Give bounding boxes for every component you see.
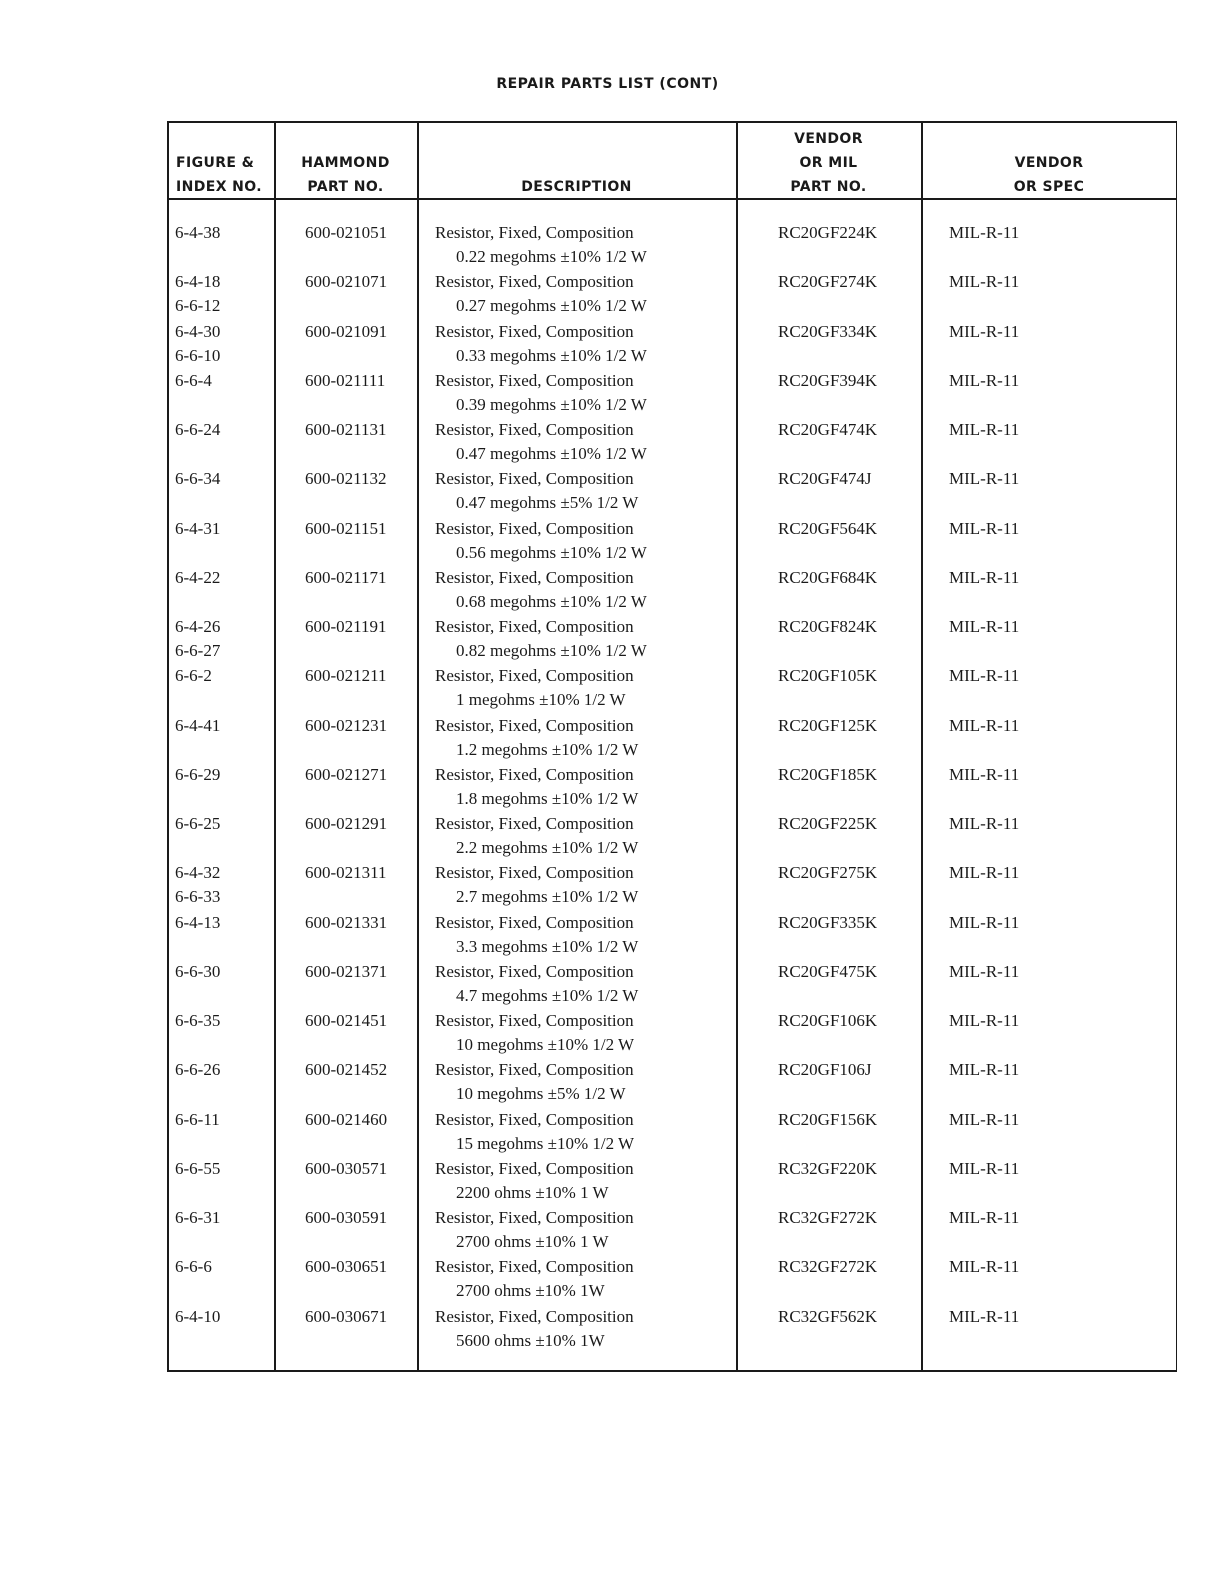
figure-index-value: 6-6-27: [175, 641, 221, 660]
vendor-spec-cell: MIL-R-11: [949, 223, 1020, 242]
vendor-mil-part-cell: RC20GF275K: [778, 863, 878, 882]
hammond-part-cell: 600-021151: [305, 519, 387, 538]
description-line: Resistor, Fixed, Composition: [435, 1159, 634, 1178]
header-vendor-mil-line: VENDOR: [794, 131, 863, 147]
description-line: Resistor, Fixed, Composition: [435, 814, 634, 833]
vendor-spec-cell: MIL-R-11: [949, 617, 1020, 636]
vendor-mil-part-cell: RC20GF274K: [778, 272, 878, 291]
hammond-part-cell: 600-021451: [305, 1011, 388, 1030]
vendor-mil-part-cell: RC20GF106K: [778, 1011, 878, 1030]
figure-index-value: 6-6-4: [175, 371, 212, 390]
vendor-spec-cell: MIL-R-11: [949, 962, 1020, 981]
description-cell: [435, 320, 647, 368]
figure-index-cell: [175, 1108, 220, 1132]
description-value-line: 5600 ohms ±10% 1W: [456, 1331, 605, 1350]
hammond-part-cell: 600-021191: [305, 617, 387, 636]
hammond-part-cell: 600-021211: [305, 666, 387, 685]
hammond-part-cell: 600-021452: [305, 1060, 388, 1079]
vendor-mil-part-cell: RC20GF474J: [778, 469, 872, 488]
figure-index-cell: [175, 467, 220, 491]
figure-index-cell: [175, 320, 220, 368]
description-line: Resistor, Fixed, Composition: [435, 617, 634, 636]
figure-index-cell: [175, 1206, 220, 1230]
vendor-spec-cell: MIL-R-11: [949, 1011, 1020, 1030]
description-value-line: 2.2 megohms ±10% 1/2 W: [456, 838, 639, 857]
table-row: [169, 960, 1177, 1008]
hammond-part-cell: 600-021132: [305, 469, 387, 488]
hammond-part-cell: 600-021371: [305, 962, 388, 981]
hammond-part-cell: 600-021051: [305, 223, 388, 242]
description-line: Resistor, Fixed, Composition: [435, 666, 634, 685]
figure-index-cell: [175, 615, 220, 663]
vendor-spec-cell: MIL-R-11: [949, 568, 1020, 587]
table-row: [169, 566, 1177, 614]
vendor-spec-cell: MIL-R-11: [949, 1060, 1020, 1079]
description-value-line: 0.47 megohms ±5% 1/2 W: [456, 493, 639, 512]
header-vendor-spec-line: VENDOR: [1014, 155, 1084, 171]
hammond-part-cell: 600-021271: [305, 765, 388, 784]
header-figure-index: [176, 151, 262, 199]
table-row: [169, 763, 1177, 811]
figure-index-value: 6-4-41: [175, 716, 221, 735]
description-cell: [435, 1157, 634, 1205]
description-line: Resistor, Fixed, Composition: [435, 371, 634, 390]
vendor-mil-part-cell: RC20GF564K: [778, 519, 878, 538]
figure-index-value: 6-6-33: [175, 887, 221, 906]
description-line: Resistor, Fixed, Composition: [435, 322, 634, 341]
figure-index-cell: [175, 960, 220, 984]
table-row: [169, 1305, 1177, 1353]
figure-index-value: 6-6-26: [175, 1060, 221, 1079]
table-row: [169, 1108, 1177, 1156]
table-row: [169, 714, 1177, 762]
description-value-line: 0.56 megohms ±10% 1/2 W: [456, 543, 647, 562]
description-line: Resistor, Fixed, Composition: [435, 716, 634, 735]
hammond-part-cell: 600-030651: [305, 1257, 388, 1276]
figure-index-value: 6-6-11: [175, 1110, 220, 1129]
vendor-mil-part-cell: RC20GF334K: [778, 322, 878, 341]
description-line: Resistor, Fixed, Composition: [435, 1011, 634, 1030]
description-value-line: 1.2 megohms ±10% 1/2 W: [456, 740, 639, 759]
page-title: REPAIR PARTS LIST (CONT): [496, 76, 719, 92]
hammond-part-cell: 600-021071: [305, 272, 388, 291]
vendor-mil-part-cell: RC20GF125K: [778, 716, 878, 735]
figure-index-value: 6-4-38: [175, 223, 221, 242]
vendor-spec-cell: MIL-R-11: [949, 913, 1020, 932]
table-row: [169, 270, 1177, 318]
vendor-mil-part-cell: RC20GF394K: [778, 371, 878, 390]
table-row: [169, 320, 1177, 368]
figure-index-cell: [175, 1157, 220, 1181]
table-row: [169, 221, 1177, 269]
figure-index-value: 6-4-13: [175, 913, 221, 932]
vendor-spec-cell: MIL-R-11: [949, 420, 1020, 439]
hammond-part-cell: 600-021291: [305, 814, 388, 833]
table-row: [169, 517, 1177, 565]
vendor-spec-cell: MIL-R-11: [949, 1307, 1020, 1326]
figure-index-cell: [175, 1009, 220, 1033]
description-value-line: 2200 ohms ±10% 1 W: [456, 1183, 609, 1202]
header-vendor-mil-part: [736, 127, 921, 199]
description-cell: [435, 418, 647, 466]
figure-index-value: 6-6-29: [175, 765, 221, 784]
description-value-line: 0.47 megohms ±10% 1/2 W: [456, 444, 647, 463]
figure-index-value: 6-6-55: [175, 1159, 221, 1178]
description-line: Resistor, Fixed, Composition: [435, 420, 634, 439]
header-description: DESCRIPTION: [521, 179, 632, 195]
description-cell: [435, 467, 638, 515]
vendor-mil-part-cell: RC20GF105K: [778, 666, 878, 685]
figure-index-cell: [175, 664, 212, 688]
description-value-line: 0.68 megohms ±10% 1/2 W: [456, 592, 647, 611]
description-line: Resistor, Fixed, Composition: [435, 1307, 634, 1326]
table-row: [169, 1058, 1177, 1106]
description-cell: [435, 566, 647, 614]
description-value-line: 0.39 megohms ±10% 1/2 W: [456, 395, 647, 414]
hammond-part-cell: 600-021111: [305, 371, 386, 390]
description-line: Resistor, Fixed, Composition: [435, 1110, 634, 1129]
hammond-part-cell: 600-021131: [305, 420, 387, 439]
parts-table: [167, 121, 1177, 1372]
header-vendor-mil-line: OR MIL: [799, 155, 858, 171]
hammond-part-cell: 600-021460: [305, 1110, 388, 1129]
figure-index-value: 6-6-24: [175, 420, 221, 439]
description-cell: [435, 911, 638, 959]
figure-index-value: 6-6-35: [175, 1011, 221, 1030]
table-row: [169, 1009, 1177, 1057]
header-figure-line: INDEX NO.: [176, 179, 263, 195]
figure-index-cell: [175, 566, 220, 590]
figure-index-cell: [175, 763, 220, 787]
vendor-mil-part-cell: RC20GF335K: [778, 913, 878, 932]
table-row: [169, 812, 1177, 860]
description-value-line: 10 megohms ±10% 1/2 W: [456, 1035, 635, 1054]
table-row: [169, 1157, 1177, 1205]
description-value-line: 0.22 megohms ±10% 1/2 W: [456, 247, 647, 266]
description-value-line: 2.7 megohms ±10% 1/2 W: [456, 887, 639, 906]
vendor-mil-part-cell: RC32GF562K: [778, 1307, 878, 1326]
vendor-mil-part-cell: RC20GF684K: [778, 568, 878, 587]
figure-index-cell: [175, 911, 220, 935]
figure-index-value: 6-6-10: [175, 346, 221, 365]
figure-index-cell: [175, 1255, 212, 1279]
table-row: [169, 467, 1177, 515]
hammond-part-cell: 600-030671: [305, 1307, 388, 1326]
header-vendor-spec-line: OR SPEC: [1013, 179, 1085, 195]
figure-index-value: 6-4-22: [175, 568, 221, 587]
description-line: Resistor, Fixed, Composition: [435, 913, 634, 932]
vendor-mil-part-cell: RC32GF272K: [778, 1257, 878, 1276]
table-row: [169, 1255, 1177, 1303]
description-value-line: 1 megohms ±10% 1/2 W: [456, 690, 626, 709]
hammond-part-cell: 600-021311: [305, 863, 387, 882]
vendor-mil-part-cell: RC20GF156K: [778, 1110, 878, 1129]
vendor-spec-cell: MIL-R-11: [949, 814, 1020, 833]
figure-index-value: 6-4-10: [175, 1307, 221, 1326]
table-row: [169, 1206, 1177, 1254]
figure-index-value: 6-6-31: [175, 1208, 221, 1227]
figure-index-cell: [175, 1058, 220, 1082]
description-cell: [435, 714, 638, 762]
description-line: Resistor, Fixed, Composition: [435, 765, 634, 784]
description-value-line: 4.7 megohms ±10% 1/2 W: [456, 986, 639, 1005]
description-value-line: 1.8 megohms ±10% 1/2 W: [456, 789, 639, 808]
description-line: Resistor, Fixed, Composition: [435, 272, 634, 291]
header-hammond-line: PART NO.: [307, 179, 384, 195]
hammond-part-cell: 600-030571: [305, 1159, 388, 1178]
figure-index-cell: [175, 270, 220, 318]
figure-index-value: 6-4-18: [175, 272, 221, 291]
figure-index-value: 6-4-30: [175, 322, 221, 341]
table-row: [169, 861, 1177, 909]
hammond-part-cell: 600-030591: [305, 1208, 388, 1227]
figure-index-cell: [175, 418, 220, 442]
description-line: Resistor, Fixed, Composition: [435, 1257, 634, 1276]
description-cell: [435, 517, 647, 565]
vendor-spec-cell: MIL-R-11: [949, 863, 1020, 882]
description-value-line: 10 megohms ±5% 1/2 W: [456, 1084, 626, 1103]
vendor-spec-cell: MIL-R-11: [949, 1208, 1020, 1227]
vendor-spec-cell: MIL-R-11: [949, 469, 1020, 488]
figure-index-cell: [175, 714, 220, 738]
description-cell: [435, 960, 638, 1008]
description-cell: [435, 369, 647, 417]
figure-index-cell: [175, 861, 220, 909]
table-row: [169, 911, 1177, 959]
description-line: Resistor, Fixed, Composition: [435, 519, 634, 538]
figure-index-cell: [175, 517, 220, 541]
figure-index-value: 6-6-2: [175, 666, 212, 685]
header-hammond-line: HAMMOND: [301, 155, 390, 171]
description-line: Resistor, Fixed, Composition: [435, 568, 634, 587]
vendor-spec-cell: MIL-R-11: [949, 716, 1020, 735]
description-value-line: 15 megohms ±10% 1/2 W: [456, 1134, 635, 1153]
figure-index-cell: [175, 1305, 220, 1329]
figure-index-cell: [175, 221, 220, 245]
vendor-spec-cell: MIL-R-11: [949, 765, 1020, 784]
vendor-mil-part-cell: RC20GF224K: [778, 223, 878, 242]
hammond-part-cell: 600-021091: [305, 322, 388, 341]
description-cell: [435, 615, 647, 663]
vendor-mil-part-cell: RC32GF220K: [778, 1159, 878, 1178]
description-cell: [435, 763, 638, 811]
vendor-mil-part-cell: RC20GF106J: [778, 1060, 872, 1079]
description-cell: [435, 1058, 634, 1106]
vendor-mil-part-cell: RC20GF824K: [778, 617, 878, 636]
description-line: Resistor, Fixed, Composition: [435, 223, 634, 242]
figure-index-value: 6-4-31: [175, 519, 221, 538]
table-row: [169, 418, 1177, 466]
vendor-mil-part-cell: RC20GF185K: [778, 765, 878, 784]
description-cell: [435, 1206, 634, 1254]
description-value-line: 0.82 megohms ±10% 1/2 W: [456, 641, 647, 660]
header-hammond-part: [274, 151, 417, 199]
figure-index-cell: [175, 812, 220, 836]
description-cell: [435, 861, 638, 909]
hammond-part-cell: 600-021171: [305, 568, 387, 587]
description-value-line: 0.33 megohms ±10% 1/2 W: [456, 346, 647, 365]
table-row: [169, 369, 1177, 417]
description-cell: [435, 1108, 634, 1156]
vendor-spec-cell: MIL-R-11: [949, 519, 1020, 538]
header-vendor-spec: [921, 151, 1177, 199]
description-line: Resistor, Fixed, Composition: [435, 1060, 634, 1079]
description-line: Resistor, Fixed, Composition: [435, 1208, 634, 1227]
description-cell: [435, 1009, 634, 1057]
figure-index-value: 6-6-25: [175, 814, 221, 833]
description-cell: [435, 270, 647, 318]
vendor-spec-cell: MIL-R-11: [949, 371, 1020, 390]
description-value-line: 2700 ohms ±10% 1W: [456, 1281, 605, 1300]
figure-index-value: 6-6-6: [175, 1257, 212, 1276]
vendor-mil-part-cell: RC20GF225K: [778, 814, 878, 833]
header-figure-line: FIGURE &: [176, 155, 255, 171]
figure-index-value: 6-4-32: [175, 863, 221, 882]
vendor-spec-cell: MIL-R-11: [949, 322, 1020, 341]
hammond-part-cell: 600-021331: [305, 913, 388, 932]
description-line: Resistor, Fixed, Composition: [435, 962, 634, 981]
figure-index-value: 6-4-26: [175, 617, 221, 636]
figure-index-value: 6-6-34: [175, 469, 221, 488]
header-vendor-mil-line: PART NO.: [790, 179, 867, 195]
table-row: [169, 664, 1177, 712]
hammond-part-cell: 600-021231: [305, 716, 388, 735]
vendor-spec-cell: MIL-R-11: [949, 272, 1020, 291]
vendor-mil-part-cell: RC20GF474K: [778, 420, 878, 439]
description-line: Resistor, Fixed, Composition: [435, 469, 634, 488]
vendor-mil-part-cell: RC20GF475K: [778, 962, 878, 981]
description-value-line: 0.27 megohms ±10% 1/2 W: [456, 296, 647, 315]
vendor-spec-cell: MIL-R-11: [949, 1159, 1020, 1178]
figure-index-cell: [175, 369, 212, 393]
vendor-spec-cell: MIL-R-11: [949, 1257, 1020, 1276]
vendor-mil-part-cell: RC32GF272K: [778, 1208, 878, 1227]
description-cell: [435, 1305, 634, 1353]
description-cell: [435, 812, 638, 860]
vendor-spec-cell: MIL-R-11: [949, 666, 1020, 685]
description-cell: [435, 221, 647, 269]
description-value-line: 3.3 megohms ±10% 1/2 W: [456, 937, 639, 956]
vendor-spec-cell: MIL-R-11: [949, 1110, 1020, 1129]
description-cell: [435, 1255, 634, 1303]
description-cell: [435, 664, 634, 712]
figure-index-value: 6-6-12: [175, 296, 221, 315]
description-line: Resistor, Fixed, Composition: [435, 863, 634, 882]
table-row: [169, 615, 1177, 663]
figure-index-value: 6-6-30: [175, 962, 221, 981]
description-value-line: 2700 ohms ±10% 1 W: [456, 1232, 609, 1251]
